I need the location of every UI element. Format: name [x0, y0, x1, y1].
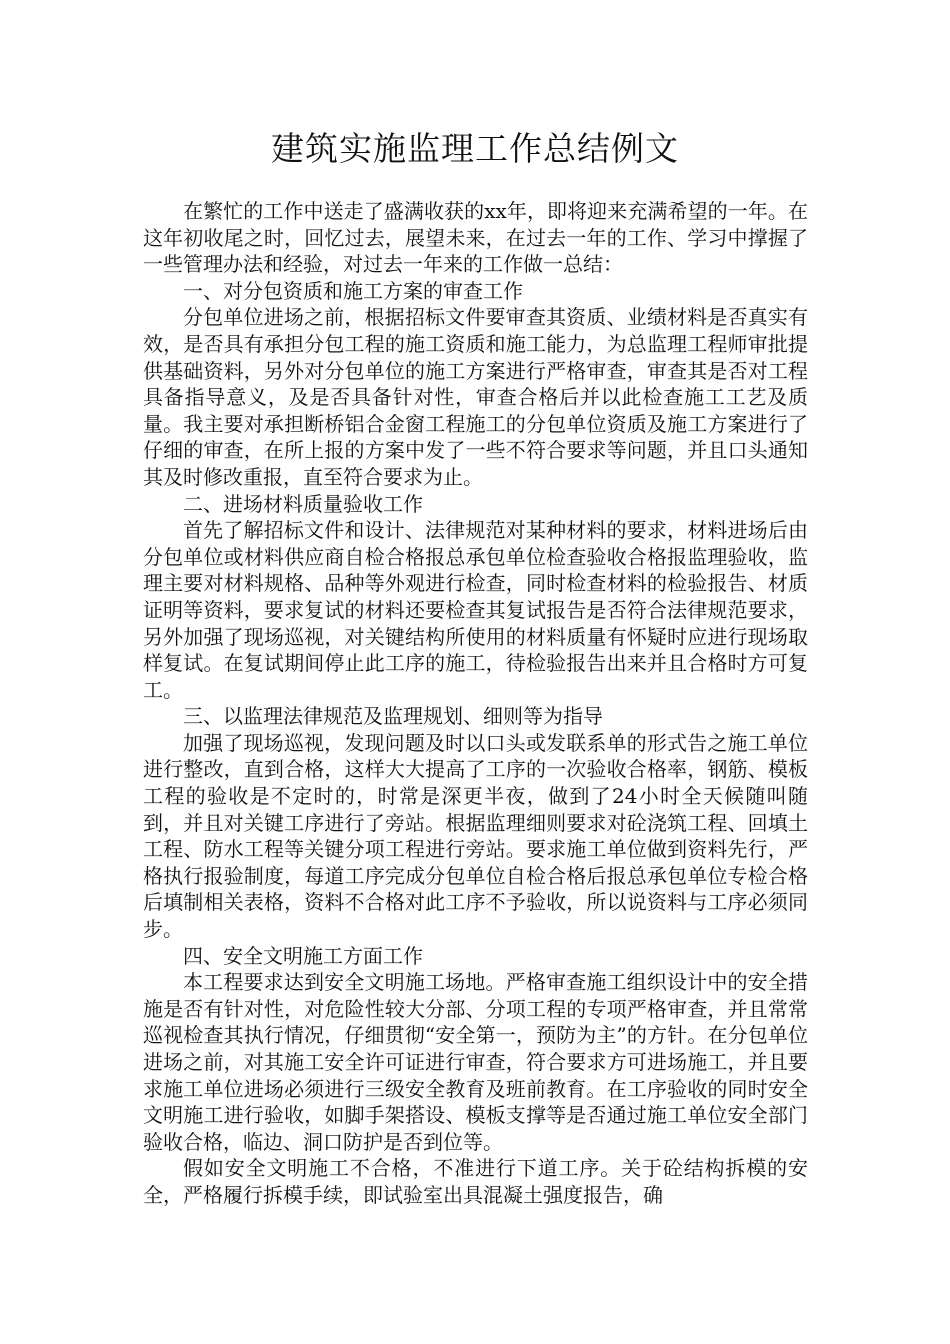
paragraph-section-4-continued: 假如安全文明施工不合格，不准进行下道工序。关于砼结构拆模的安全，严格履行拆模手续，即试验室出具混凝土强度报告，确 [143, 1156, 808, 1207]
section-heading-1: 一、对分包资质和施工方案的审查工作 [183, 278, 523, 303]
section-heading-4: 四、安全文明施工方面工作 [183, 943, 423, 968]
section-heading-2: 二、进场材料质量验收工作 [183, 491, 423, 516]
document-title: 建筑实施监理工作总结例文 [271, 129, 679, 168]
paragraph-section-3: 加强了现场巡视，发现问题及时以口头或发联系单的形式告之施工单位进行整改，直到合格，这样大大提高了工序的一次验收合格率，钢筋、模板工程的验收是不定时的，时常是深更半夜，做到了24小时全天候随叫随到，并且对关键工序进行了旁站。根据监理细则要求对砼浇筑工程、回填土工程、防水工程等关键分项工程进行旁站。要求施工单位做到资料先行，严格执行报验制度，每道工序完成分包单位自检合格后报总承包单位专检合格后填制相关表格，资料不合格对此工序不予验收，所以说资料与工序必须同步。 [143, 730, 808, 942]
paragraph-intro: 在繁忙的工作中送走了盛满收获的xx年，即将迎来充满希望的一年。在这年初收尾之时，回忆过去，展望未来，在过去一年的工作、学习中撑握了一些管理办法和经验，对过去一年来的工作做一总结： [143, 199, 808, 277]
paragraph-section-4: 本工程要求达到安全文明施工场地。严格审查施工组织设计中的安全措施是否有针对性，对危险性较大分部、分项工程的专项严格审查，并且常常巡视检查其执行情况，仔细贯彻“安全第一，预防为主”的方针。在分包单位进场之前，对其施工安全许可证进行审查，符合要求方可进场施工，并且要求施工单位进场必须进行三级安全教育及班前教育。在工序验收的同时安全文明施工进行验收，如脚手架搭设、模板支撑等是否通过施工单位安全部门验收合格，临边、洞口防护是否到位等。 [143, 970, 808, 1154]
document-body [143, 198, 808, 1209]
paragraph-section-2: 首先了解招标文件和设计、法律规范对某种材料的要求，材料进场后由分包单位或材料供应商自检合格报总承包单位检查验收合格报监理验收，监理主要对材料规格、品种等外观进行检查，同时检查材料的检验报告、材质证明等资料，要求复试的材料还要检查其复试报告是否符合法律规范要求，另外加强了现场巡视，对关键结构所使用的材料质量有怀疑时应进行现场取样复试。在复试期间停止此工序的施工，待检验报告出来并且合格时方可复工。 [143, 518, 808, 702]
section-heading-3: 三、以监理法律规范及监理规划、细则等为指导 [183, 704, 603, 729]
paragraph-section-1: 分包单位进场之前，根据招标文件要审查其资质、业绩材料是否真实有效，是否具有承担分包工程的施工资质和施工能力，为总监理工程师审批提供基础资料，另外对分包单位的施工方案进行严格审查，审查其是否对工程具备指导意义，及是否具备针对性，审查合格后并以此检查施工工艺及质量。我主要对承担断桥铝合金窗工程施工的分包单位资质及施工方案进行了仔细的审查，在所上报的方案中发了一些不符合要求等问题，并且口头通知其及时修改重报，直至符合要求为止。 [143, 305, 808, 489]
